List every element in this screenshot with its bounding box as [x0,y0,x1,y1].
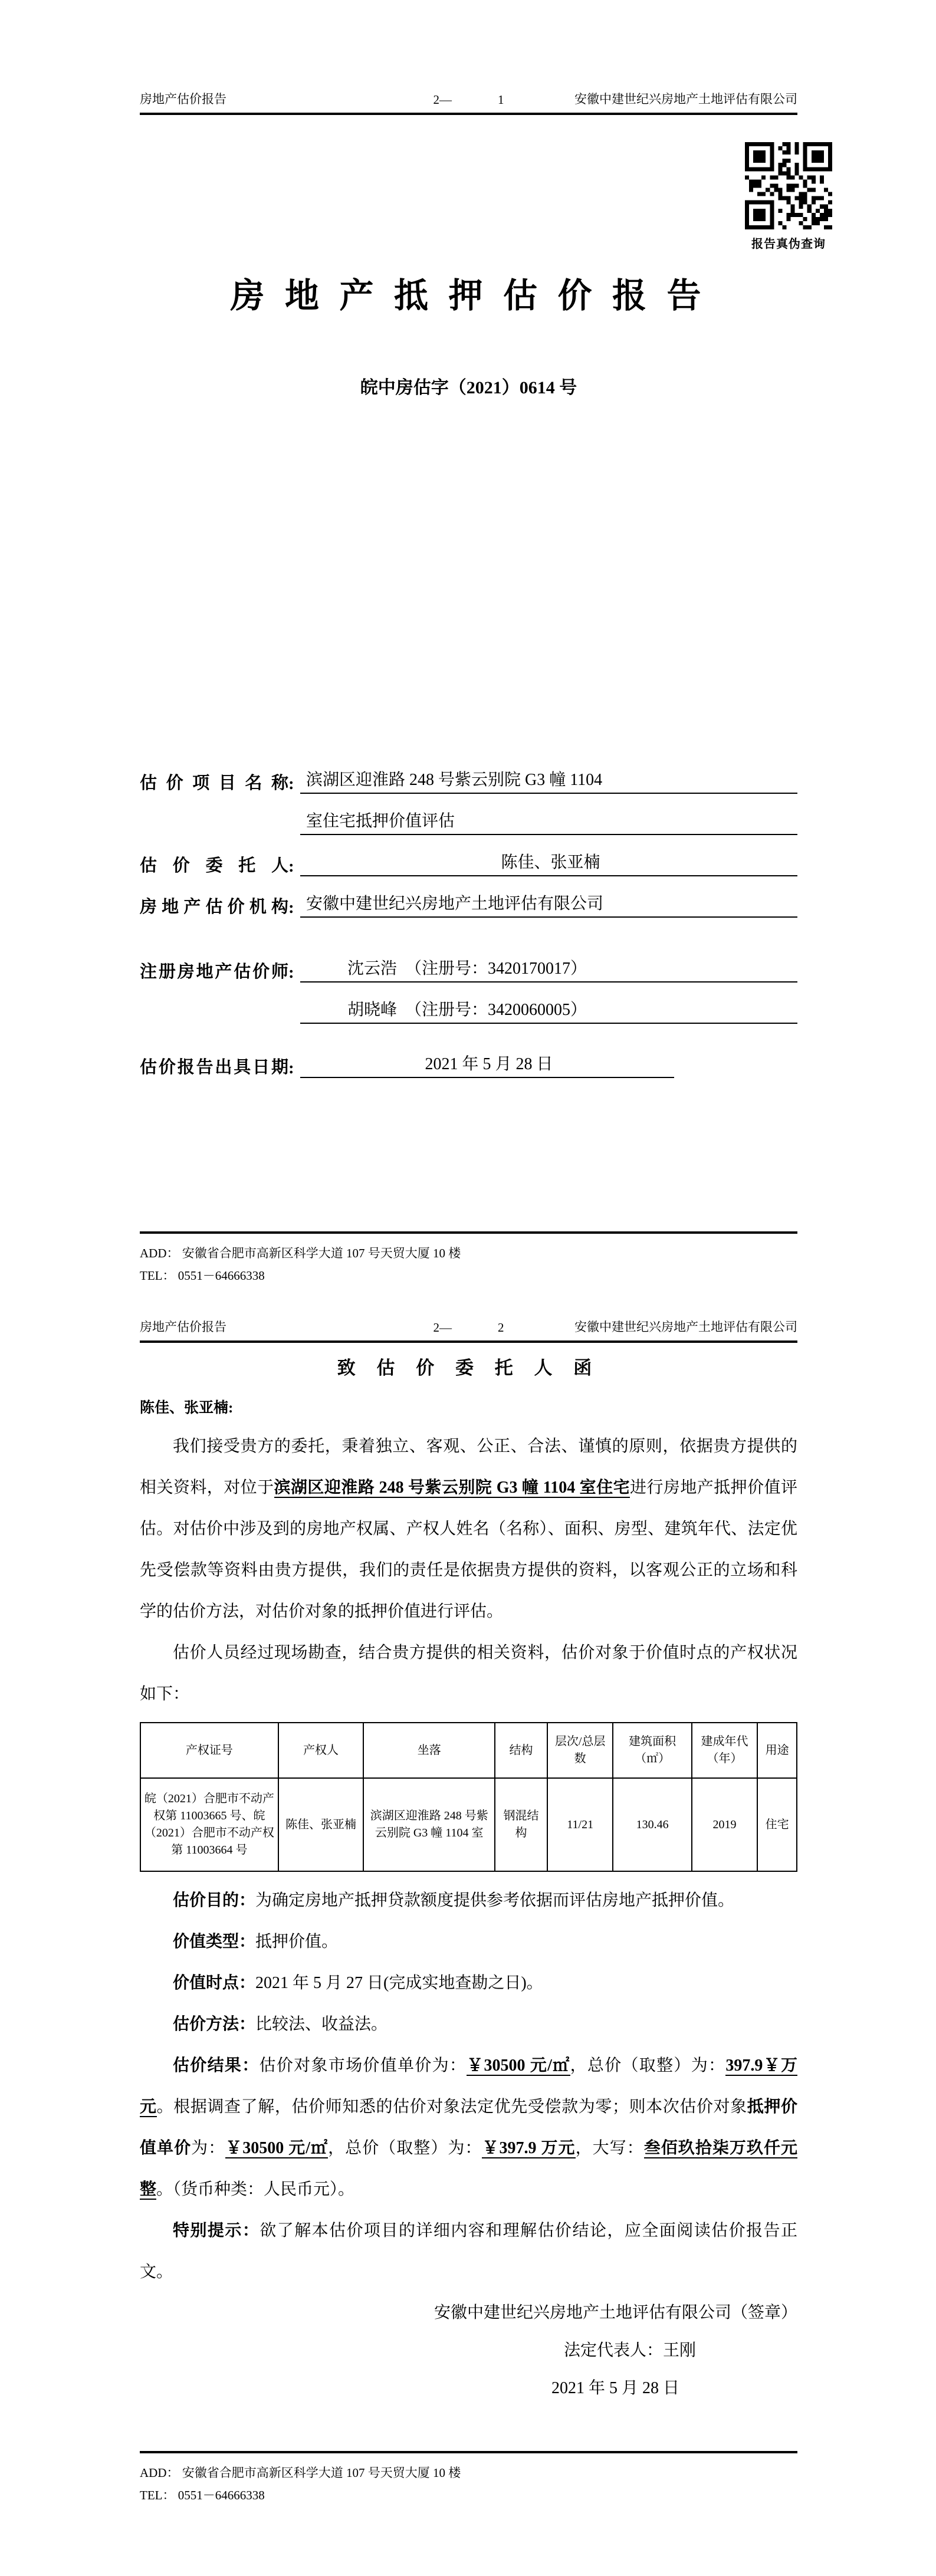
cell-location: 滨湖区迎淮路 248 号紫云别院 G3 幢 1104 室 [363,1778,495,1871]
letter-title: 致 估 价 委 托 人 函 [337,1358,600,1378]
signature-date: 2021 年 5 月 28 日 [551,2379,679,2397]
report-title: 房 地 产 抵 押 估 价 报 告 [230,277,707,315]
report-number: 皖中房估字（2021）0614 号 [360,378,577,397]
cell-year-built: 2019 [692,1778,757,1871]
client-field [140,835,797,876]
page-number [433,93,504,107]
cell-owner: 陈佳、张亚楠 [278,1778,364,1871]
project-name-value: 滨湖区迎淮路 248 号紫云别院 G3 幢 1104 [300,767,797,794]
colon: : [288,898,294,917]
page-number [433,1320,504,1335]
issue-date-label: 估价报告出具日期 [140,1058,288,1077]
qr-block [738,142,839,251]
footer-phone: TEL： 0551－64666338 [140,1269,265,1283]
table-row [140,1778,797,1871]
result-paragraph [140,2045,797,2210]
project-name-label: 估价项目名称 [140,774,288,793]
appraiser-label: 注册房地产估价师 [140,962,288,981]
purpose-item [140,1880,797,1921]
cell-floor: 11/21 [547,1778,613,1871]
page-number-value: 1 [498,93,504,107]
colon: : [288,857,294,876]
method-label: 估价方法： [173,2015,256,2033]
total-price-value: 397.9￥万元 [140,2056,797,2116]
cell-structure: 钢混结构 [495,1778,547,1871]
page-header [140,90,797,115]
result-text: 。根据调查了解，估价师知悉的估价对象法定优先受偿款为零；则本次估价对象 [156,2098,747,2116]
project-name-field-line2 [140,794,797,835]
header-report-type: 房地产估价报告 [140,92,226,106]
cell-cert-no: 皖（2021）合肥市不动产权第 11003665 号、皖（2021）合肥市不动产权第 11003664 号 [140,1778,278,1871]
project-name-value-cont: 室住宅抵押价值评估 [300,808,797,835]
signature-block [140,2294,797,2407]
result-text: 。（货币种类：人民币元）。 [156,2180,355,2199]
qr-code [745,142,832,229]
intro-text-post: 进行房地产抵押价值评估。对估价中涉及到的房地产权属、产权人姓名（名称）、面积、房型、建筑年代、法定优先受偿款等资料由贵方提供，我们的责任是依据贵方提供的资料，以客观公正的立场和科学的估价方法，对估价对象的抵押价值进行评估。 [140,1478,797,1621]
col-owner: 产权人 [278,1723,364,1778]
total-price-in-words: 叁佰玖拾柒万玖仟元整 [140,2139,797,2199]
value-date-text: 2021 年 5 月 27 日(完成实地查勘之日)。 [255,1974,543,1992]
notice-text: 欲了解本估价项目的详细内容和理解估价结论，应全面阅读估价报告正文。 [140,2222,797,2281]
col-floor: 层次/总层数 [547,1723,613,1778]
salutation: 陈佳、张亚楠: [140,1400,234,1416]
mortgage-unit-price-label: 抵押价值单价 [140,2098,797,2157]
col-area: 建筑面积（㎡） [613,1723,692,1778]
cell-use: 住宅 [757,1778,797,1871]
value-type-label: 价值类型： [173,1933,256,1951]
notice-paragraph [140,2210,797,2293]
mortgage-total-price-value: ￥397.9 万元 [482,2139,576,2157]
appraiser-2-value: 胡晓峰 （注册号：3420060005） [300,997,797,1024]
client-value: 陈佳、张亚楠 [300,849,797,876]
issue-date-value: 2021 年 5 月 28 日 [300,1051,674,1078]
appraiser-1-value: 沈云浩 （注册号：3420170017） [300,955,797,983]
col-year-built: 建成年代（年） [692,1723,757,1778]
issue-date-field [140,1037,797,1078]
client-label: 估价委托人 [140,856,288,875]
result-label: 估价结果： [173,2056,260,2075]
method-item [140,2004,797,2045]
result-text: ，大写： [575,2139,644,2157]
col-location: 坐落 [363,1723,495,1778]
method-text: 比较法、收益法。 [255,2015,388,2033]
agency-field [140,876,797,918]
result-text: ，总价（取整）为： [328,2139,482,2157]
cover-form [140,753,797,1078]
intro-paragraph [140,1426,797,1632]
result-text: ，总价（取整）为： [570,2056,726,2075]
mortgage-unit-price-value: ￥30500 元/㎡ [225,2139,329,2157]
colon: : [288,1059,294,1077]
col-use: 用途 [757,1723,797,1778]
footer-address: ADD： 安徽省合肥市高新区科学大道 107 号天贸大厦 10 楼 [140,2466,461,2480]
header-report-type: 房地产估价报告 [140,1320,226,1334]
page-header [140,1317,797,1343]
footer-phone: TEL： 0551－64666338 [140,2488,265,2502]
result-text: 为： [191,2139,226,2157]
report-page-2 [0,1292,936,2576]
property-table [140,1722,797,1872]
page-footer [140,2451,797,2506]
value-type-text: 抵押价值。 [255,1933,339,1951]
purpose-text: 为确定房地产抵押贷款额度提供参考依据而评估房地产抵押价值。 [255,1891,735,1910]
unit-price-value: ￥30500 元/㎡ [467,2056,570,2075]
page-count-prefix: 2— [433,93,452,107]
purpose-label: 估价目的： [173,1891,256,1910]
survey-paragraph: 估价人员经过现场勘查，结合贵方提供的相关资料，估价对象于价值时点的产权状况如下： [140,1644,797,1703]
cell-area: 130.46 [613,1778,692,1871]
property-address-emphasis: 滨湖区迎淮路 248 号紫云别院 G3 幢 1104 室住宅 [274,1478,630,1497]
colon: : [288,963,294,982]
agency-value: 安徽中建世纪兴房地产土地评估有限公司 [300,891,797,918]
appraiser-field-1 [140,941,797,983]
project-name-field [140,753,797,794]
agency-label: 房地产估价机构 [140,898,288,916]
intro-text-pre: 我们接受贵方的委托，秉着独立、客观、公正、合法、谨慎的原则，依据贵方提供的相关资料，对位于 [140,1437,797,1497]
value-type-item [140,1921,797,1963]
value-date-label: 价值时点： [173,1974,256,1992]
header-company-name: 安徽中建世纪兴房地产土地评估有限公司 [574,1320,797,1334]
notice-label: 特别提示： [173,2222,260,2240]
table-header-row [140,1723,797,1778]
signature-company: 安徽中建世纪兴房地产土地评估有限公司（签章） [433,2304,797,2322]
footer-address: ADD： 安徽省合肥市高新区科学大道 107 号天贸大厦 10 楼 [140,1246,461,1260]
value-date-item [140,1963,797,2004]
qr-caption: 报告真伪查询 [751,238,826,251]
page-count-prefix: 2— [433,1320,452,1335]
result-text: 估价对象市场价值单价为： [259,2056,467,2075]
colon: : [288,774,294,793]
col-structure: 结构 [495,1723,547,1778]
appraiser-field-2 [140,983,797,1024]
header-company-name: 安徽中建世纪兴房地产土地评估有限公司 [574,92,797,106]
col-cert-no: 产权证号 [140,1723,278,1778]
page-footer [140,1231,797,1287]
page-number-value: 2 [498,1320,504,1335]
legal-representative: 法定代表人：王刚 [563,2341,696,2360]
